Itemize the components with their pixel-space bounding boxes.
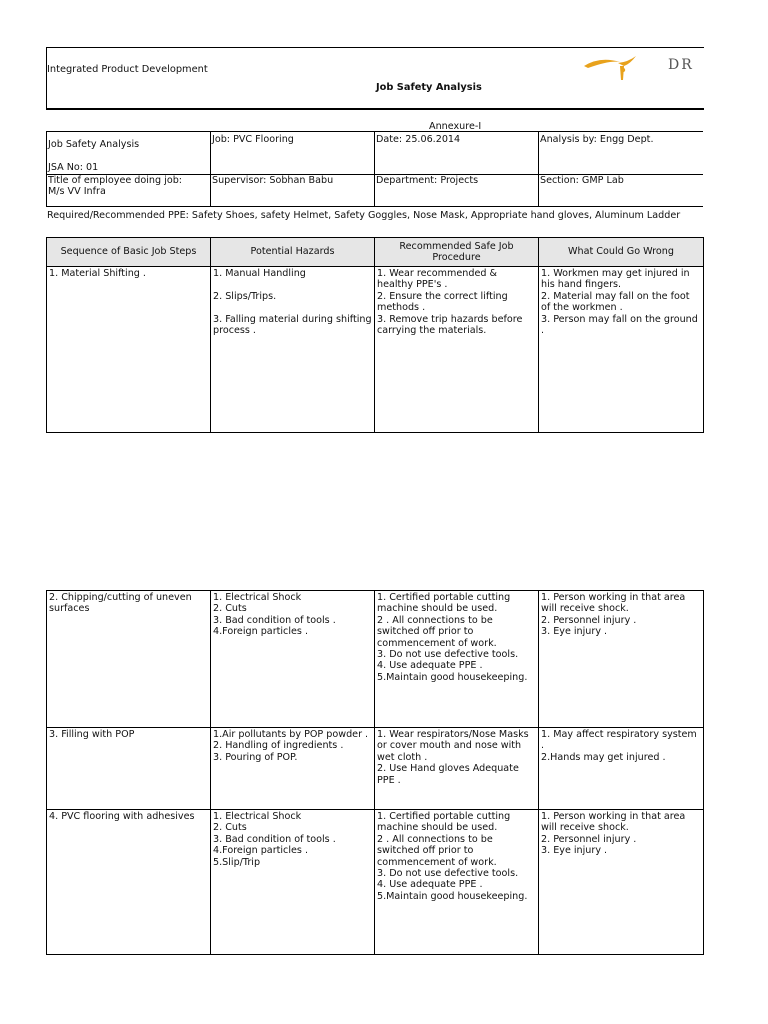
procedure-cell: 1. Certified portable cutting machine should be used. 2 . All connections to be switched off prior to commencement of work. 3. Do not use defective tools. 4. Use adequate PPE . 5.Maintain good housekeeping.	[374, 590, 539, 728]
hazards-cell: 1. Manual Handling 2. Slips/Trips. 3. Falling material during shifting process .	[210, 266, 375, 433]
hazards-cell: 1. Electrical Shock 2. Cuts 3. Bad condition of tools . 4.Foreign particles .	[210, 590, 375, 728]
what-could-go-wrong-cell: 1. Workmen may get injured in his hand fingers. 2. Material may fall on the foot of the workmen . 3. Person may fall on the ground .	[538, 266, 704, 433]
column-header-procedure: Recommended Safe Job Procedure	[374, 237, 539, 267]
required-ppe: Required/Recommended PPE: Safety Shoes, safety Helmet, Safety Goggles, Nose Mask, Appropriate hand gloves, Aluminum Ladder	[47, 210, 681, 221]
jsa-label: Job Safety Analysis	[48, 139, 140, 150]
job-step-cell: 2. Chipping/cutting of uneven surfaces	[46, 590, 211, 728]
hazards-cell: 1.Air pollutants by POP powder . 2. Handling of ingredients . 3. Pouring of POP.	[210, 727, 375, 810]
employee-title: Title of employee doing job: M/s VV Infra	[48, 175, 183, 198]
logo-text: DR	[668, 57, 694, 73]
document-title: Job Safety Analysis	[376, 82, 482, 93]
job-name: Job: PVC Flooring	[212, 134, 294, 145]
hazards-cell: 1. Electrical Shock 2. Cuts 3. Bad condition of tools . 4.Foreign particles . 5.Slip/Trip	[210, 809, 375, 955]
organization-name: Integrated Product Development	[47, 64, 208, 75]
job-step-cell: 3. Filling with POP	[46, 727, 211, 810]
procedure-cell: 1. Wear recommended & healthy PPE's . 2. Ensure the correct lifting methods . 3. Remove trip hazards before carrying the materials.	[374, 266, 539, 433]
what-could-go-wrong-cell: 1. Person working in that area will receive shock. 2. Personnel injury . 3. Eye injury .	[538, 809, 704, 955]
column-header-what-could-go-wrong: What Could Go Wrong	[538, 237, 704, 267]
what-could-go-wrong-cell: 1. Person working in that area will receive shock. 2. Personnel injury . 3. Eye injury .	[538, 590, 704, 728]
annexure-label: Annexure-I	[429, 121, 482, 132]
supervisor: Supervisor: Sobhan Babu	[212, 175, 334, 186]
column-header-hazards: Potential Hazards	[210, 237, 375, 267]
job-step-cell: 4. PVC flooring with adhesives	[46, 809, 211, 955]
jsa-number: JSA No: 01	[48, 162, 99, 173]
procedure-cell: 1. Wear respirators/Nose Masks or cover mouth and nose with wet cloth . 2. Use Hand gloves Adequate PPE .	[374, 727, 539, 810]
job-step-cell: 1. Material Shifting .	[46, 266, 211, 433]
department: Department: Projects	[376, 175, 479, 186]
procedure-cell: 1. Certified portable cutting machine should be used. 2 . All connections to be switched off prior to commencement of work. 3. Do not use defective tools. 4. Use adequate PPE . 5.Maintain good housekeeping.	[374, 809, 539, 955]
analysis-by: Analysis by: Engg Dept.	[540, 134, 654, 145]
column-header-steps: Sequence of Basic Job Steps	[46, 237, 211, 267]
analysis-date: Date: 25.06.2014	[376, 134, 461, 145]
what-could-go-wrong-cell: 1. May affect respiratory system . 2.Hands may get injured .	[538, 727, 704, 810]
section: Section: GMP Lab	[540, 175, 624, 186]
